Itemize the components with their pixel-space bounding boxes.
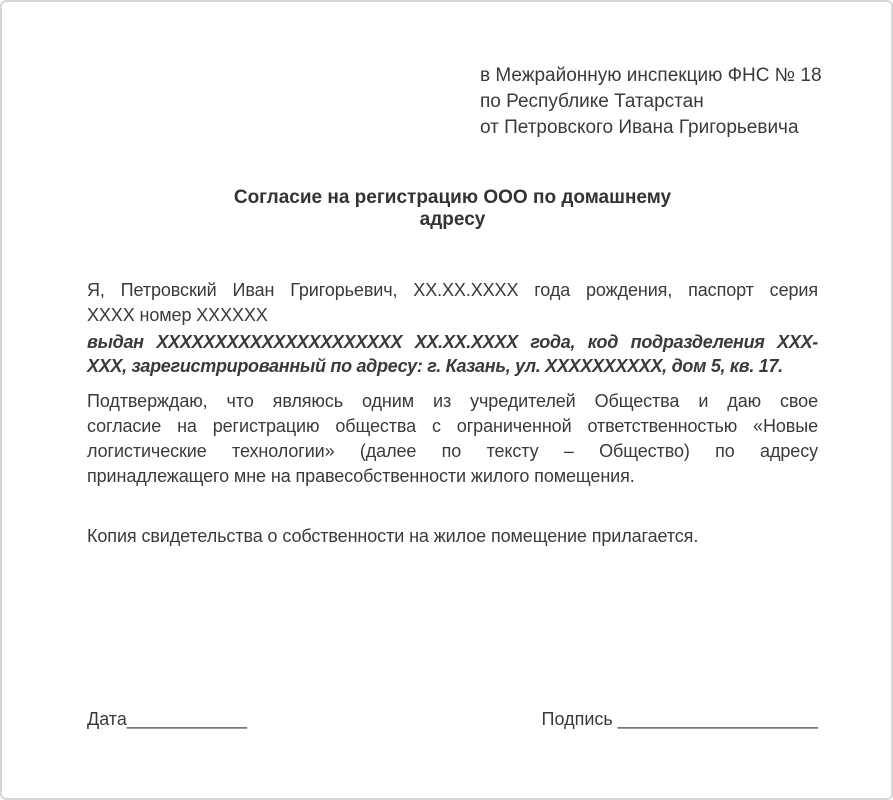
paragraph-attachment-line: Копия свидетельства о собственности на жилое помещение прилагается.	[87, 526, 699, 546]
paragraph-confirmation-line: Подтверждаю, что являюсь одним из учредителей Общества и даю свое	[87, 391, 818, 411]
paragraph-passport-details	[87, 330, 818, 378]
paragraph-confirmation-line: согласие на регистрацию общества с ограниченной ответственностью «Новые	[87, 416, 818, 436]
paragraph-intro	[87, 278, 818, 328]
paragraph-intro-line: Я, Петровский Иван Григорьевич, XX.XX.XXXX года рождения, паспорт серия	[87, 280, 818, 300]
addressee-line-from: от Петровского Ивана Григорьевича	[480, 117, 799, 138]
document-content	[2, 2, 891, 732]
paragraph-intro-line: XXXX номер XXXXXX	[87, 305, 268, 325]
paragraph-passport-line: выдан XXXXXXXXXXXXXXXXXXXXX XX.XX.XXXX года, код подразделения XXX-	[87, 332, 818, 352]
document-title-line: Согласие на регистрацию ООО по домашнему	[233, 187, 672, 208]
document-title-line: адресу	[419, 209, 486, 230]
date-line: Дата____________	[87, 709, 247, 729]
paragraph-confirmation	[87, 389, 818, 489]
document-title	[87, 187, 818, 231]
paragraph-confirmation-line: логистические технологии» (далее по тексту – Общество) по адресу	[87, 441, 818, 461]
addressee-line-inspection: в Межрайонную инспекцию ФНС № 18	[480, 65, 822, 86]
addressee-block	[87, 63, 822, 141]
paragraph-confirmation-line: принадлежащего мне на правесобственности жилого помещения.	[87, 466, 635, 486]
paragraph-attachment-note	[87, 524, 818, 549]
signature-footer	[87, 707, 818, 732]
signature-line: Подпись ____________________	[541, 709, 818, 729]
addressee-line-region: по Республике Татарстан	[480, 91, 704, 112]
paragraph-passport-line: XXX, зарегистрированный по адресу: г. Казань, ул. XXXXXXXXXX, дом 5, кв. 17.	[87, 356, 783, 376]
